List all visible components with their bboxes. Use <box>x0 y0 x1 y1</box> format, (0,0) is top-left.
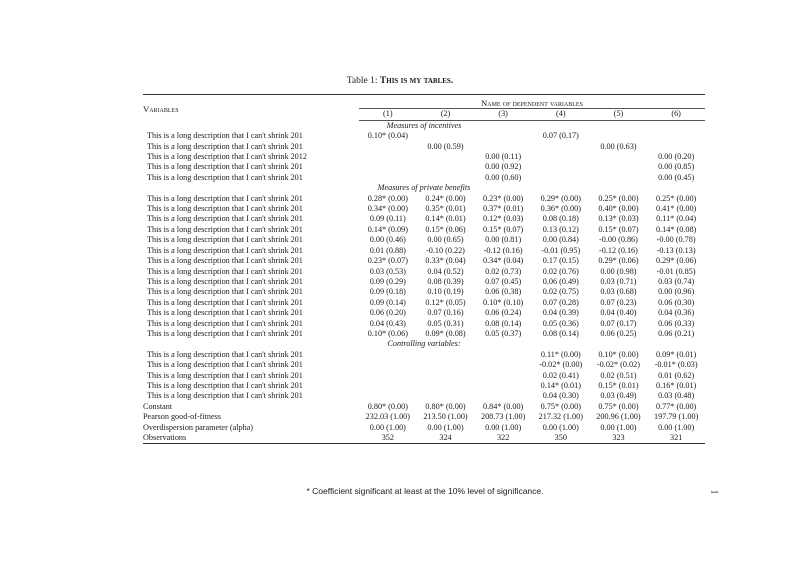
table-cell: 0.01 (0.62) <box>658 370 695 380</box>
section-header-row <box>143 339 705 349</box>
table-cell: 0.00 (0.98) <box>600 266 637 276</box>
table-cell: 0.10* (0.00) <box>598 349 639 359</box>
table-cell: -0.00 (0.78) <box>656 235 696 245</box>
table-row <box>143 329 705 339</box>
table-cell: 0.04 (0.39) <box>542 308 579 318</box>
table-cell: 0.03 (0.68) <box>600 287 637 297</box>
table-row <box>143 298 705 308</box>
table-cell: 0.02 (0.73) <box>485 266 522 276</box>
table-cell: 0.10 (0.19) <box>427 287 464 297</box>
row-label: This is a long description that I can't shrink 201 <box>147 308 303 318</box>
column-header: (2) <box>417 109 475 120</box>
table-cell: 0.09 (0.14) <box>369 297 406 307</box>
table-cell: -0.12 (0.16) <box>599 245 638 255</box>
table-cell: 0.25* (0.00) <box>656 193 697 203</box>
table-cell: 0.00 (0.45) <box>658 172 695 182</box>
table-cell <box>590 131 648 141</box>
table-row <box>143 235 705 245</box>
table-cell: 0.13 (0.12) <box>542 224 579 234</box>
summary-cell: 350 <box>532 433 590 444</box>
table-cell: 0.15* (0.07) <box>483 224 524 234</box>
table-cell: 0.00 (0.63) <box>600 141 637 151</box>
row-label: This is a long description that I can't shrink 201 <box>147 204 303 214</box>
table-cell: 0.05 (0.31) <box>427 318 464 328</box>
table-cell: 0.03 (0.53) <box>369 266 406 276</box>
table-cell <box>359 360 417 370</box>
table-cell: 0.00 (0.96) <box>658 287 695 297</box>
table-cell: 0.08 (0.14) <box>485 318 522 328</box>
row-label: This is a long description that I can't shrink 201 <box>147 172 303 182</box>
column-header: (1) <box>359 109 417 120</box>
table-cell: 0.06 (0.25) <box>600 328 637 338</box>
table-cell <box>417 391 475 401</box>
table-row <box>143 194 705 204</box>
table-row <box>143 391 705 401</box>
summary-cell: 0.00 (1.00) <box>485 422 522 432</box>
table-cell: 0.40* (0.00) <box>598 204 639 214</box>
table-cell: 0.10* (0.06) <box>367 328 408 338</box>
table-cell: 0.06 (0.33) <box>658 318 695 328</box>
summary-label: Pearson good-of-fitness <box>143 412 221 422</box>
row-label: This is a long description that I can't shrink 201 <box>147 370 303 380</box>
table-caption-title: This is my tables. <box>379 76 454 86</box>
table-cell: 0.14* (0.08) <box>656 224 697 234</box>
table-cell: 0.28* (0.00) <box>367 193 408 203</box>
summary-label: Overdispersion parameter (alpha) <box>143 422 254 432</box>
table-row <box>143 204 705 214</box>
table-cell: 0.08 (0.14) <box>542 328 579 338</box>
table-cell: 0.41* (0.00) <box>656 204 697 214</box>
column-header: (5) <box>590 109 648 120</box>
table-row <box>143 350 705 360</box>
table-caption-prefix: Table 1: <box>346 76 380 86</box>
table-cell: 0.15* (0.01) <box>598 380 639 390</box>
table-row <box>143 152 705 162</box>
table-row <box>143 371 705 381</box>
summary-cell: 323 <box>590 433 648 444</box>
table-cell: -0.02* (0.02) <box>596 360 640 370</box>
section-title: Measures of private benefits <box>377 183 471 193</box>
table-cell <box>532 173 590 183</box>
table-cell <box>359 162 417 172</box>
table-cell <box>590 173 648 183</box>
summary-cell: 324 <box>417 433 475 444</box>
table-cell: 0.36* (0.00) <box>540 204 581 214</box>
row-label: This is a long description that I can't shrink 201 <box>147 297 303 307</box>
table-row <box>143 267 705 277</box>
table-cell: 0.24* (0.00) <box>425 193 466 203</box>
row-label: This is a long description that I can't shrink 2012 <box>147 152 307 162</box>
column-header: (4) <box>532 109 590 120</box>
table-row <box>143 162 705 172</box>
row-label: This is a long description that I can't shrink 201 <box>147 193 303 203</box>
summary-cell: 0.80* (0.00) <box>425 401 466 411</box>
table-cell <box>532 142 590 152</box>
table-cell <box>474 131 532 141</box>
table-cell: 0.25* (0.00) <box>598 193 639 203</box>
row-label: This is a long description that I can't shrink 201 <box>147 318 303 328</box>
table-cell: 0.02 (0.41) <box>542 370 579 380</box>
table-cell: 0.17 (0.15) <box>542 256 579 266</box>
table-cell: 0.14* (0.09) <box>367 224 408 234</box>
table-cell <box>532 162 590 172</box>
significance-note: * Coefficient significant at least at the 10% level of significance. <box>306 486 544 496</box>
summary-cell: 232.03 (1.00) <box>365 412 410 422</box>
summary-cell: 0.75* (0.00) <box>598 401 639 411</box>
table-cell: 0.09* (0.08) <box>425 328 466 338</box>
table-cell: 0.00 (0.46) <box>369 235 406 245</box>
results-table <box>143 94 705 444</box>
table-cell: 0.34* (0.00) <box>367 204 408 214</box>
row-label: This is a long description that I can't shrink 201 <box>147 328 303 338</box>
column-header: (3) <box>474 109 532 120</box>
table-cell: 0.04 (0.43) <box>369 318 406 328</box>
table-cell: 0.10* (0.10) <box>483 297 524 307</box>
summary-cell: 213.50 (1.00) <box>423 412 468 422</box>
row-label: This is a long description that I can't shrink 201 <box>147 214 303 224</box>
table-cell: 0.35* (0.01) <box>425 204 466 214</box>
summary-cell: 208.73 (1.00) <box>480 412 526 422</box>
table-cell: 0.12* (0.03) <box>483 214 524 224</box>
table-cell: -0.01* (0.03) <box>654 360 698 370</box>
table-cell: -0.10 (0.22) <box>426 245 465 255</box>
row-label: This is a long description that I can't shrink 201 <box>147 162 303 172</box>
table-cell <box>359 142 417 152</box>
table-cell: 0.00 (0.20) <box>658 152 695 162</box>
table-cell: 0.06 (0.24) <box>485 308 522 318</box>
table-cell: -0.01 (0.85) <box>656 266 696 276</box>
table-cell: 0.03 (0.48) <box>658 391 695 401</box>
summary-cell: 0.00 (1.00) <box>369 422 406 432</box>
row-label: This is a long description that I can't shrink 201 <box>147 224 303 234</box>
section-header-row <box>143 183 705 193</box>
table-cell: 0.00 (0.65) <box>427 235 464 245</box>
table-cell: 0.11* (0.00) <box>540 349 581 359</box>
table-cell: 0.08 (0.18) <box>542 214 579 224</box>
section-title: Controlling variables: <box>387 339 461 349</box>
row-label: This is a long description that I can't shrink 201 <box>147 266 303 276</box>
table-cell: 0.09 (0.18) <box>369 287 406 297</box>
table-caption <box>0 75 800 87</box>
table-row <box>143 246 705 256</box>
table-cell: 0.11* (0.04) <box>656 214 697 224</box>
table-cell: 0.01 (0.88) <box>369 245 406 255</box>
table-cell <box>417 173 475 183</box>
summary-cell: 200.96 (1.00) <box>596 412 641 422</box>
table-cell <box>474 142 532 152</box>
table-row <box>143 308 705 318</box>
row-label: This is a long description that I can't shrink 201 <box>147 235 303 245</box>
table-cell: 0.07 (0.23) <box>600 297 637 307</box>
table-cell <box>359 391 417 401</box>
table-cell <box>359 173 417 183</box>
row-label: This is a long description that I can't shrink 201 <box>147 256 303 266</box>
table-cell <box>647 142 705 152</box>
table-cell: 0.09* (0.01) <box>656 349 697 359</box>
table-cell <box>359 152 417 162</box>
table-cell: 0.03 (0.74) <box>658 276 695 286</box>
table-cell <box>417 152 475 162</box>
table-row <box>143 287 705 297</box>
table-cell <box>417 131 475 141</box>
table-cell <box>474 350 532 360</box>
summary-cell: 0.00 (1.00) <box>658 422 695 432</box>
table-cell: 0.04 (0.52) <box>427 266 464 276</box>
table-cell: 0.00 (0.85) <box>658 162 695 172</box>
variables-header: Variables <box>143 95 359 121</box>
table-cell: 0.15* (0.06) <box>425 224 466 234</box>
summary-cell: 0.80* (0.00) <box>367 401 408 411</box>
table-cell: 0.14* (0.01) <box>425 214 466 224</box>
table-cell: 0.00 (0.92) <box>485 162 522 172</box>
row-label: This is a long description that I can't shrink 201 <box>147 360 303 370</box>
table-cell: 0.03 (0.49) <box>600 391 637 401</box>
row-label: This is a long description that I can't shrink 201 <box>147 245 303 255</box>
table-cell: 0.06 (0.30) <box>658 297 695 307</box>
section-title: Measures of incentives <box>386 120 462 130</box>
summary-cell: 321 <box>647 433 705 444</box>
table-cell: 0.08 (0.39) <box>427 276 464 286</box>
table-cell: 0.03 (0.71) <box>600 276 637 286</box>
table-cell: -0.00 (0.86) <box>599 235 638 245</box>
table-cell <box>474 391 532 401</box>
table-row <box>143 131 705 141</box>
table-cell <box>590 162 648 172</box>
table-cell: 0.14* (0.01) <box>540 380 581 390</box>
table-cell <box>474 360 532 370</box>
table-cell: 0.02 (0.51) <box>600 370 637 380</box>
summary-cell: 352 <box>359 433 417 444</box>
page-number: 1 <box>709 489 720 495</box>
table-cell: 0.29* (0.00) <box>540 193 581 203</box>
table-cell <box>590 152 648 162</box>
row-label: This is a long description that I can't shrink 201 <box>147 391 303 401</box>
table-cell: -0.02* (0.00) <box>539 360 583 370</box>
table-row <box>143 360 705 370</box>
table-cell: 0.29* (0.06) <box>598 256 639 266</box>
table-cell: 0.04 (0.30) <box>542 391 579 401</box>
table-cell: 0.23* (0.07) <box>367 256 408 266</box>
table-cell <box>647 131 705 141</box>
table-row <box>143 142 705 152</box>
row-label: This is a long description that I can't shrink 201 <box>147 349 303 359</box>
table-cell: 0.00 (0.84) <box>542 235 579 245</box>
table-cell <box>417 360 475 370</box>
table-cell: 0.34* (0.04) <box>483 256 524 266</box>
table-cell: 0.29* (0.06) <box>656 256 697 266</box>
table-cell: 0.06 (0.38) <box>485 287 522 297</box>
summary-cell: 0.00 (1.00) <box>600 422 637 432</box>
table-row <box>143 256 705 266</box>
table-cell: 0.12* (0.05) <box>425 297 466 307</box>
table-cell: 0.06 (0.21) <box>658 328 695 338</box>
row-label: This is a long description that I can't shrink 201 <box>147 141 303 151</box>
table-cell <box>532 152 590 162</box>
summary-label: Constant <box>143 401 173 411</box>
table-cell: 0.00 (0.60) <box>485 172 522 182</box>
table-cell <box>359 371 417 381</box>
table-cell: 0.04 (0.40) <box>600 308 637 318</box>
table-cell: 0.15* (0.07) <box>598 224 639 234</box>
table-cell: 0.00 (0.81) <box>485 235 522 245</box>
table-cell <box>359 381 417 391</box>
section-header-row <box>143 120 705 131</box>
table-cell: 0.00 (0.11) <box>485 152 522 162</box>
column-header: (6) <box>647 109 705 120</box>
summary-cell: 0.75* (0.00) <box>540 401 581 411</box>
summary-row <box>143 412 705 422</box>
table-cell: 0.06 (0.20) <box>369 308 406 318</box>
table-cell <box>474 381 532 391</box>
summary-row <box>143 402 705 412</box>
table-cell: 0.05 (0.37) <box>485 328 522 338</box>
table-row <box>143 225 705 235</box>
table-cell: 0.10* (0.04) <box>367 131 408 141</box>
dependent-variables-header: Name of dependent variables <box>359 95 705 109</box>
summary-label: Observations <box>143 433 359 444</box>
table-cell: 0.05 (0.36) <box>542 318 579 328</box>
summary-row <box>143 433 705 444</box>
table-cell: 0.37* (0.01) <box>483 204 524 214</box>
summary-cell: 0.00 (1.00) <box>427 422 464 432</box>
table-row <box>143 214 705 224</box>
table-cell: 0.07 (0.17) <box>600 318 637 328</box>
table-row <box>143 319 705 329</box>
table-cell <box>417 381 475 391</box>
table-cell: -0.01 (0.95) <box>541 245 581 255</box>
summary-cell: 197.79 (1.00) <box>653 412 699 422</box>
table-cell: 0.33* (0.04) <box>425 256 466 266</box>
table-cell: 0.23* (0.00) <box>483 193 524 203</box>
summary-cell: 0.84* (0.00) <box>483 401 524 411</box>
table-cell: 0.16* (0.01) <box>656 380 697 390</box>
row-label: This is a long description that I can't shrink 201 <box>147 276 303 286</box>
table-cell: 0.07 (0.45) <box>485 276 522 286</box>
table-row <box>143 381 705 391</box>
table-cell: 0.13* (0.03) <box>598 214 639 224</box>
table-cell: 0.07 (0.16) <box>427 308 464 318</box>
table-cell: 0.02 (0.76) <box>542 266 579 276</box>
table-cell: 0.02 (0.75) <box>542 287 579 297</box>
table-cell: 0.07 (0.17) <box>542 131 579 141</box>
row-label: This is a long description that I can't shrink 201 <box>147 287 303 297</box>
table-row <box>143 277 705 287</box>
summary-cell: 0.00 (1.00) <box>542 422 579 432</box>
table-cell: 0.06 (0.49) <box>542 276 579 286</box>
table-cell: 0.09 (0.11) <box>369 214 406 224</box>
table-cell <box>417 371 475 381</box>
table-cell: 0.00 (0.59) <box>427 141 464 151</box>
results-table-body <box>143 95 705 444</box>
table-cell <box>417 162 475 172</box>
table-cell <box>474 371 532 381</box>
table-row <box>143 173 705 183</box>
summary-cell: 217.32 (1.00) <box>538 412 583 422</box>
table-cell: 0.04 (0.36) <box>658 308 695 318</box>
table-cell: -0.13 (0.13) <box>656 245 696 255</box>
table-cell <box>417 350 475 360</box>
table-cell: 0.09 (0.29) <box>369 276 406 286</box>
summary-cell: 322 <box>474 433 532 444</box>
row-label: This is a long description that I can't shrink 201 <box>147 131 303 141</box>
summary-cell: 0.77* (0.00) <box>656 401 697 411</box>
table-cell: 0.07 (0.28) <box>542 297 579 307</box>
header-row-top <box>143 95 705 109</box>
row-label: This is a long description that I can't shrink 201 <box>147 380 303 390</box>
table-cell <box>359 350 417 360</box>
table-cell: -0.12 (0.16) <box>483 245 523 255</box>
summary-row <box>143 423 705 433</box>
